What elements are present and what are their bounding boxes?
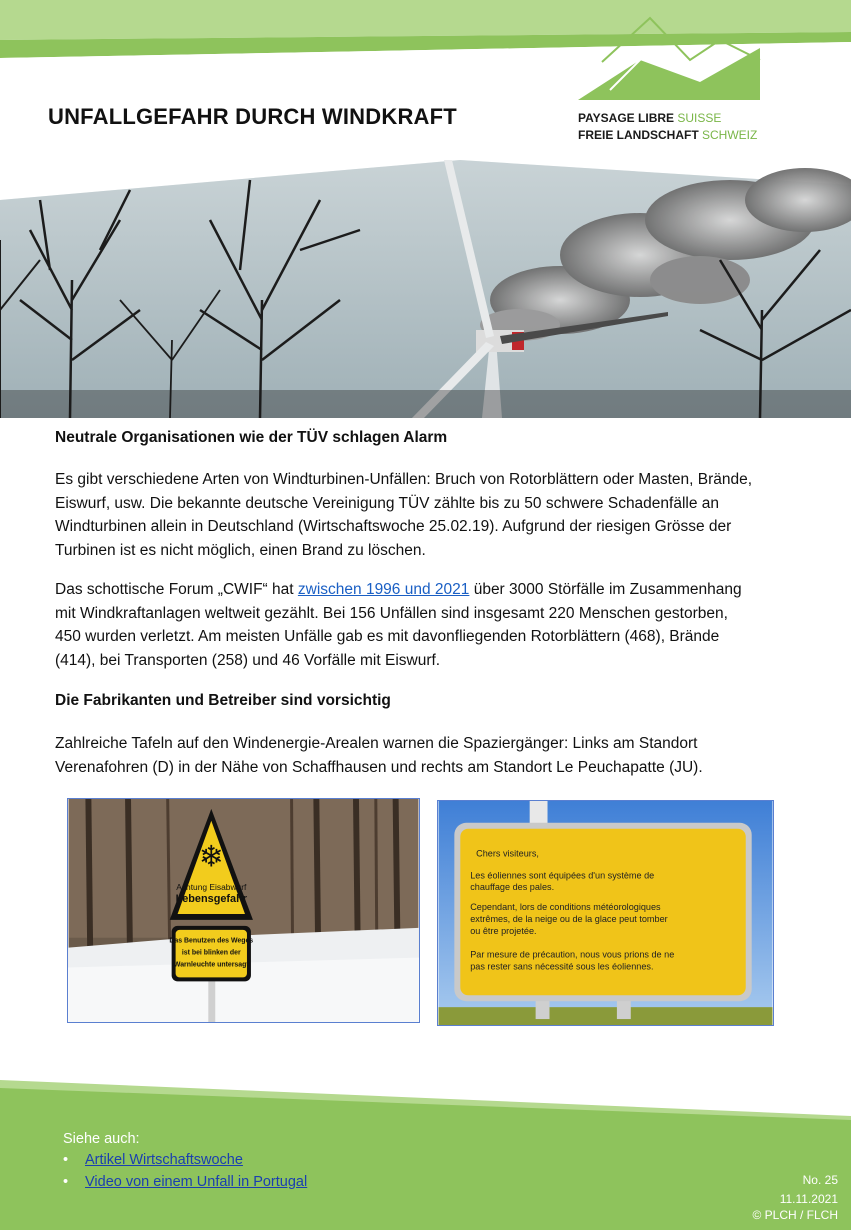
paragraph-line [55,578,805,602]
paragraph-line: Eiswurf, usw. Die bekannte deutsche Vereinigung TÜV zählte bis zu 50 schwere Schadenfälle an [55,494,720,512]
paragraph-line: Zahlreiche Tafeln auf den Windenergie-Arealen warnen die Spaziergänger: Links am Standort [55,735,698,752]
paragraph-1 [55,468,805,562]
copyright: © PLCH / FLCH [752,1208,838,1222]
paragraph-line: Turbinen ist es nicht möglich, einen Brand zu löschen. [55,541,426,559]
paragraph-2 [55,578,805,672]
paragraph-line: (414), bei Transporten (258) und 46 Vorfälle mit Eiswurf. [55,651,441,669]
logo-line2-light: SCHWEIZ [702,128,758,142]
section-heading-2: Die Fabrikanten und Betreiber sind vorsichtig [55,692,391,709]
logo-line2-bold: FREIE LANDSCHAFT [578,128,699,142]
paragraph-line: Windturbinen allein in Deutschland (Wirtschaftswoche 25.02.19). Aufgrund der riesigen Grösse der [55,518,732,535]
sign-text: Les éoliennes sont équipées d'un système de [470,870,655,881]
see-also-item [63,1174,307,1190]
cwif-period-link[interactable]: zwischen 1996 und 2021 [297,581,470,598]
sign-text: Das Benutzen des Weges [169,937,254,945]
issue-date: 11.11.2021 [779,1192,838,1206]
section-heading-1: Neutrale Organisationen wie der TÜV schlagen Alarm [55,429,448,446]
bullet-icon: • [63,1174,69,1190]
photo-french-warning-sign-peuchapatte [437,800,774,1026]
sign-text: pas rester sans nécessité sous les éoliennes. [470,961,654,972]
paragraph-line: Verenafohren (D) in der Nähe von Schaffhausen und rechts am Standort Le Peuchapatte (JU). [55,758,703,776]
logo-line1-bold: PAYSAGE LIBRE [578,111,675,125]
paragraph-line: 450 wurden verletzt. Am meisten Unfälle gab es mit davonfliegenden Rotorblättern (468), Brände [55,628,720,645]
logo-text [578,110,757,144]
sign-text: chauffage des pales. [470,882,555,893]
paragraph-text: Das schottische Forum „CWIF“ hat [55,581,298,598]
link-wirtschaftswoche[interactable]: Artikel Wirtschaftswoche [85,1152,243,1168]
link-video-portugal[interactable]: Video von einem Unfall in Portugal [85,1174,308,1190]
page-title: UNFALLGEFAHR DURCH WINDKRAFT [48,104,457,129]
hero-image-burning-wind-turbine [0,160,851,418]
sign-text: ist bei blinken der [181,949,241,957]
see-also-item [63,1152,243,1168]
sign-text: Par mesure de précaution, nous vous prions de ne [470,949,675,960]
sign-text: Lebensgefahr [175,893,247,906]
see-also-label: Siehe auch: [63,1131,140,1147]
paragraph-3 [55,732,805,779]
issue-number: No. 25 [802,1173,838,1187]
sign-text: Warnleuchte untersagt [173,961,249,969]
bullet-icon: • [63,1152,69,1168]
sign-text: extrêmes, de la neige ou de la glace peut tomber [470,913,668,924]
sign-text: Achtung Eisabwurf [176,882,247,893]
sign-text: Cependant, lors de conditions météorologiques [470,902,661,913]
paragraph-line: Es gibt verschiedene Arten von Windturbinen-Unfällen: Bruch von Rotorblättern oder Masten, Brände, [55,471,753,488]
logo-line1-light: SUISSE [677,111,722,125]
sign-text: ou être projetée. [470,925,537,936]
photo-ice-warning-sign-verenafohren [67,798,420,1023]
snowflake-icon: ❄ [198,839,224,875]
paragraph-line: mit Windkraftanlagen weltweit gezählt. Bei 156 Unfällen sind insgesamt 220 Menschen gestorben, [55,604,728,622]
paragraph-text: über 3000 Störfälle im Zusammenhang [469,581,742,598]
sign-text: Chers visiteurs, [476,848,539,859]
